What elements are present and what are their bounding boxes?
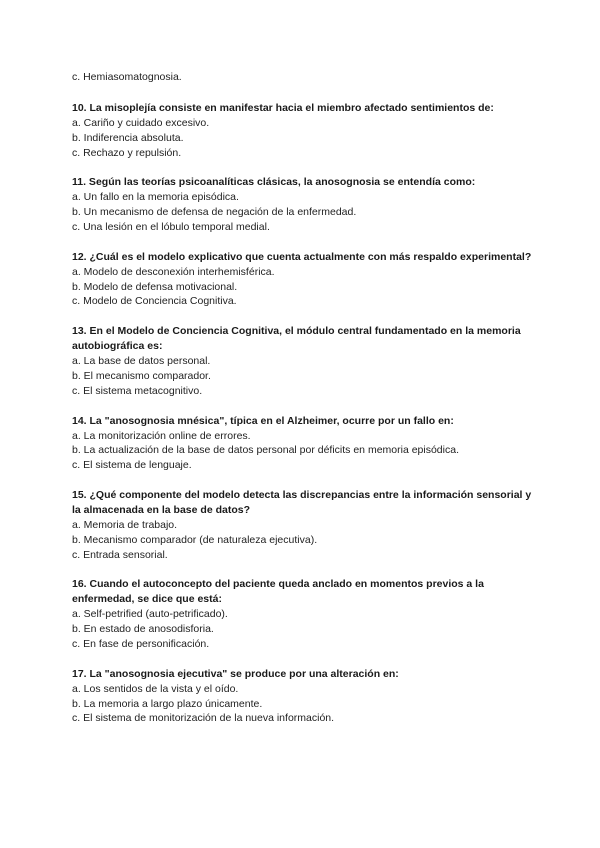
- option-b: b. Indiferencia absoluta.: [72, 131, 184, 144]
- question-16: [72, 577, 532, 651]
- question-text: 16. Cuando el autoconcepto del paciente queda anclado en momentos previos a la enfermedad, se dice que está:: [72, 578, 484, 606]
- question-text: 17. La "anosognosia ejecutiva" se produce por una alteración en:: [72, 667, 399, 680]
- question-13: [72, 324, 532, 398]
- question-text: 14. La "anosognosia mnésica", típica en el Alzheimer, ocurre por un fallo en:: [72, 414, 454, 427]
- option-b: b. En estado de anosodisforia.: [72, 623, 214, 636]
- question-text: 10. La misoplejía consiste en manifestar hacia el miembro afectado sentimientos de:: [72, 102, 494, 114]
- option-a: a. La base de datos personal.: [72, 355, 211, 368]
- option-c: c. Rechazo y repulsión.: [72, 146, 182, 159]
- option-b: b. El mecanismo comparador.: [72, 369, 211, 382]
- option-a: a. Modelo de desconexión interhemisférica.: [72, 265, 275, 278]
- document-page: [72, 70, 532, 741]
- option-b: b. La memoria a largo plazo únicamente.: [72, 697, 263, 710]
- option-c: c. El sistema de lenguaje.: [72, 459, 192, 472]
- question-11: [72, 175, 532, 234]
- question-text: 15. ¿Qué componente del modelo detecta las discrepancias entre la información sensorial y la almacenada en la base de datos?: [72, 488, 532, 516]
- option-c: c. Modelo de Conciencia Cognitiva.: [72, 295, 237, 308]
- question-text: 11. Según las teorías psicoanalíticas clásicas, la anosognosia se entendía como:: [72, 176, 476, 189]
- option-c: c. Entrada sensorial.: [72, 548, 168, 561]
- question-text: 13. En el Modelo de Conciencia Cognitiva, el módulo central fundamentado en la memoria autobiográfica es:: [72, 325, 521, 353]
- option-a: a. Self-petrified (auto-petrificado).: [72, 608, 228, 621]
- question-12: [72, 250, 532, 309]
- option-b: b. Mecanismo comparador (de naturaleza ejecutiva).: [72, 533, 318, 546]
- option-c: c. El sistema de monitorización de la nueva información.: [72, 712, 335, 725]
- question-15: [72, 488, 532, 562]
- option-b: b. Un mecanismo de defensa de negación de la enfermedad.: [72, 206, 357, 219]
- question-17: [72, 667, 532, 726]
- option-a: a. Cariño y cuidado excesivo.: [72, 117, 210, 129]
- option-c: c. Una lesión en el lóbulo temporal medial.: [72, 220, 270, 233]
- question-text: 12. ¿Cuál es el modelo explicativo que cuenta actualmente con más respaldo experimental?: [72, 250, 532, 263]
- option-b: b. La actualización de la base de datos personal por déficits en memoria episódica.: [72, 444, 459, 457]
- option-a: a. Memoria de trabajo.: [72, 518, 178, 531]
- option-c: c. En fase de personificación.: [72, 637, 210, 650]
- option-c: c. El sistema metacognitivo.: [72, 384, 203, 397]
- option-a: a. Los sentidos de la vista y el oído.: [72, 682, 239, 695]
- previous-question-option: c. Hemiasomatognosia.: [72, 71, 182, 83]
- option-b: b. Modelo de defensa motivacional.: [72, 280, 238, 293]
- option-a: a. Un fallo en la memoria episódica.: [72, 191, 239, 204]
- question-10: [72, 101, 532, 160]
- question-14: [72, 414, 532, 473]
- option-a: a. La monitorización online de errores.: [72, 429, 251, 442]
